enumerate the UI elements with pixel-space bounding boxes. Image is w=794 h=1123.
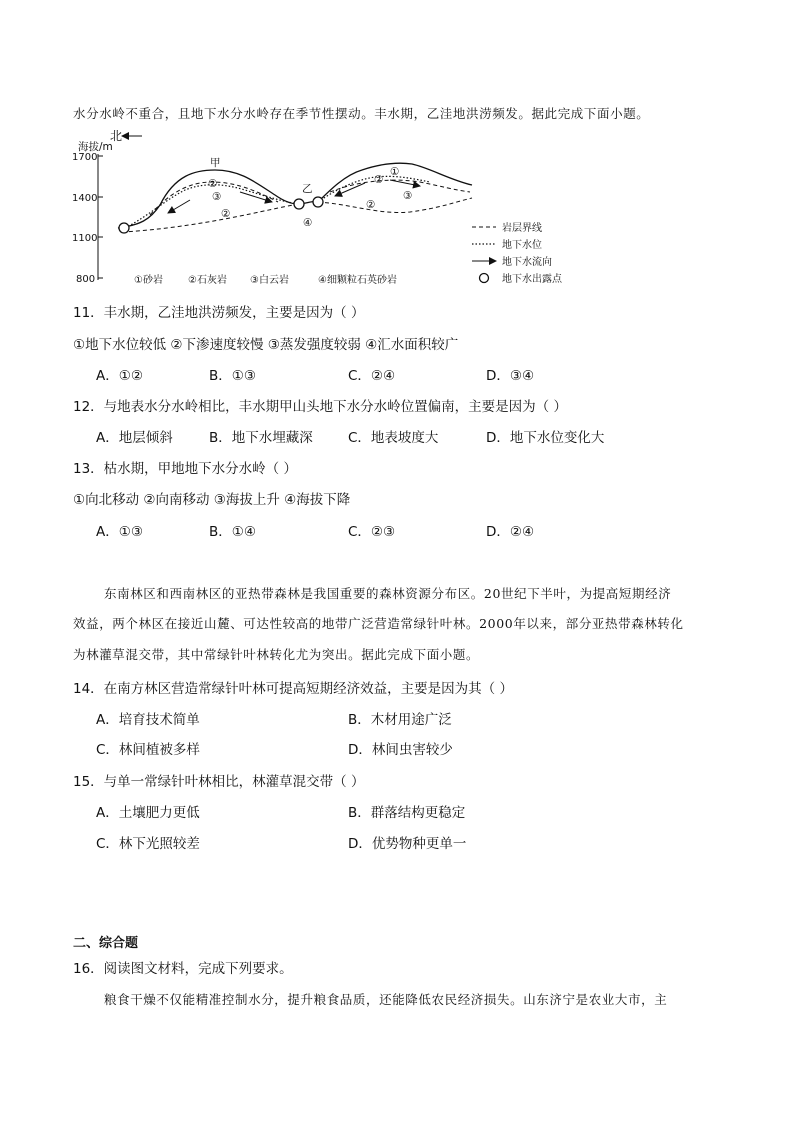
svg-text:③: ③ [212, 191, 222, 203]
y-tick-1400: 1400 [72, 193, 98, 204]
option-c[interactable]: C．②③ [348, 524, 396, 540]
legend-item: 地下水位 [502, 240, 542, 251]
passage-line: 效益，两个林区在接近山麓、可达性较高的地带广泛营造常绿针叶林。2000年以来，部分亚热带森林转化 [73, 616, 684, 631]
rock-label: ②石灰岩 [188, 275, 227, 286]
option-a[interactable]: A．土壤肥力更低 [96, 805, 200, 821]
question-13-stem: 13．枯水期，甲地地下水分水岭（ ） [73, 461, 297, 477]
option-d[interactable]: D．林间虫害较少 [348, 742, 453, 758]
outcrop-point-icon [313, 197, 323, 207]
section-heading: 二、综合题 [73, 936, 139, 951]
option-b[interactable]: B．地下水埋藏深 [209, 430, 313, 446]
label-jia: 甲 [210, 157, 221, 169]
option-d[interactable]: D．地下水位变化大 [486, 430, 605, 446]
outcrop-point-icon [294, 199, 304, 209]
option-a[interactable]: A．地层倾斜 [96, 430, 173, 446]
y-tick-800: 800 [76, 274, 96, 285]
rock-label: ④细颗粒石英砂岩 [318, 275, 397, 286]
question-11-statements: ①地下水位较低 ②下渗速度较慢 ③蒸发强度较弱 ④汇水面积较广 [73, 337, 459, 353]
rock-label: ①砂岩 [134, 275, 163, 286]
option-b[interactable]: B．①④ [209, 524, 256, 540]
svg-text:④: ④ [303, 217, 313, 229]
svg-text:②: ② [374, 174, 384, 186]
legend-item: 地下水流向 [502, 257, 552, 268]
y-axis-title: 海拔/m [78, 141, 113, 153]
option-d[interactable]: D．②④ [486, 524, 535, 540]
outcrop-point-icon [119, 223, 129, 233]
flow-arrow-icon [168, 200, 190, 213]
option-c[interactable]: C．林间植被多样 [96, 742, 200, 758]
svg-text:②: ② [208, 178, 218, 190]
option-d[interactable]: D．③④ [486, 368, 535, 384]
option-a[interactable]: A．①③ [96, 524, 143, 540]
north-label: 北 [110, 129, 123, 143]
option-b[interactable]: B．木材用途广泛 [348, 712, 452, 728]
option-a[interactable]: A．①② [96, 368, 143, 384]
svg-text:①: ① [390, 166, 400, 178]
intro-paragraph: 水分水岭不重合，且地下水分水岭存在季节性摆动。丰水期，乙洼地洪涝频发。据此完成下面小题。 [73, 106, 650, 121]
question-15-stem: 15．与单一常绿针叶林相比，林灌草混交带（ ） [73, 774, 365, 790]
passage-line: 东南林区和西南林区的亚热带森林是我国重要的森林资源分布区。20世纪下半叶，为提高短期经济 [104, 586, 672, 601]
svg-text:②: ② [366, 199, 376, 211]
question-13-statements: ①向北移动 ②向南移动 ③海拔上升 ④海拔下降 [73, 492, 351, 508]
option-d[interactable]: D．优势物种更单一 [348, 836, 467, 852]
option-b[interactable]: B．群落结构更稳定 [348, 805, 466, 821]
option-c[interactable]: C．地表坡度大 [348, 430, 439, 446]
svg-text:③: ③ [403, 190, 413, 202]
legend-item: 岩层界线 [502, 223, 542, 234]
option-a[interactable]: A．培育技术简单 [96, 712, 200, 728]
question-16-stem: 16．阅读图文材料，完成下列要求。 [73, 961, 293, 977]
option-c[interactable]: C．林下光照较差 [96, 836, 200, 852]
legend-item: 地下水出露点 [502, 274, 562, 285]
passage-line: 为林灌草混交带，其中常绿针叶林转化尤为突出。据此完成下面小题。 [73, 647, 480, 662]
label-yi: 乙 [302, 183, 313, 195]
option-b[interactable]: B．①③ [209, 368, 256, 384]
passage-line: 粮食干燥不仅能精准控制水分，提升粮食品质，还能降低农民经济损失。山东济宁是农业大市，主 [104, 992, 668, 1007]
question-14-stem: 14．在南方林区营造常绿针叶林可提高短期经济效益，主要是因为其（ ） [73, 681, 513, 697]
svg-text:②: ② [221, 208, 231, 220]
question-11-stem: 11．丰水期，乙洼地洪涝频发，主要是因为（ ） [73, 305, 365, 321]
option-c[interactable]: C．②④ [348, 368, 396, 384]
y-tick-1100: 1100 [72, 233, 98, 244]
question-12-stem: 12．与地表水分水岭相比，丰水期甲山头地下水分水岭位置偏南，主要是因为（ ） [73, 399, 567, 415]
y-tick-1700: 1700 [72, 152, 98, 163]
rock-label: ③白云岩 [250, 275, 289, 286]
